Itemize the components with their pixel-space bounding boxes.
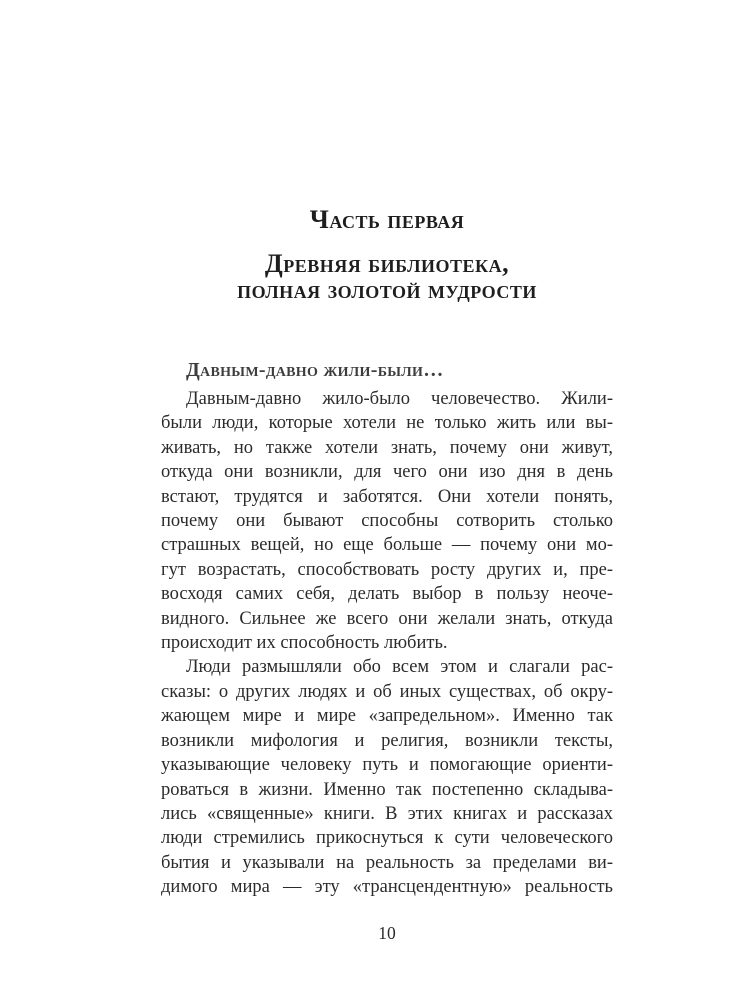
body-line: были люди, которые хотели не только жить или вы- bbox=[161, 413, 613, 434]
body-line: почему они бывают способны сотворить столько bbox=[161, 511, 613, 532]
body-line: сказы: о других людях и об иных существах, об окру- bbox=[161, 681, 613, 702]
part-heading: Часть первая bbox=[309, 205, 465, 234]
body-line: возникли мифология и религия, возникли тексты, bbox=[161, 730, 613, 751]
body-line: указывающие человеку путь и помогающие ориенти- bbox=[161, 755, 613, 776]
body-line: люди стремились прикоснуться к сути человеческого bbox=[161, 828, 613, 849]
body-line: бытия и указывали на реальность за пределами ви- bbox=[161, 852, 613, 873]
body-text bbox=[161, 387, 613, 900]
body-line: жающем мире и мире «запредельном». Именно так bbox=[161, 706, 613, 727]
body-line: Люди размышляли обо всем этом и слагали рас- bbox=[186, 657, 613, 678]
body-line: страшных вещей, но еще больше — почему они мо- bbox=[161, 535, 613, 556]
chapter-title-line-1: Древняя библиотека, bbox=[264, 249, 510, 278]
body-line: видного. Сильнее же всего они желали знать, откуда bbox=[161, 608, 613, 629]
body-line: димого мира — эту «трансцендентную» реальность bbox=[161, 877, 613, 898]
body-line: роваться в жизни. Именно так постепенно складыва- bbox=[161, 779, 613, 800]
section-subheading: Давным-давно жили-были… bbox=[186, 359, 444, 381]
chapter-title bbox=[137, 251, 637, 303]
body-line: Давным-давно жило-было человечество. Жили- bbox=[186, 389, 613, 409]
body-line: восходя самих себя, делать выбор в пользу неоче- bbox=[161, 584, 613, 605]
body-line: встают, трудятся и заботятся. Они хотели понять, bbox=[161, 486, 613, 507]
page-number: 10 bbox=[378, 923, 396, 943]
body-line: гут возрастать, способствовать росту других и, пре- bbox=[161, 559, 613, 580]
chapter-title-line-2: полная золотой мудрости bbox=[237, 275, 537, 304]
body-line: откуда они возникли, для чего они изо дня в день bbox=[161, 462, 613, 483]
body-line: лись «священные» книги. В этих книгах и рассказах bbox=[161, 803, 613, 824]
body-line: происходит их способность любить. bbox=[161, 633, 448, 654]
body-line: живать, но также хотели знать, почему они живут, bbox=[161, 437, 613, 458]
